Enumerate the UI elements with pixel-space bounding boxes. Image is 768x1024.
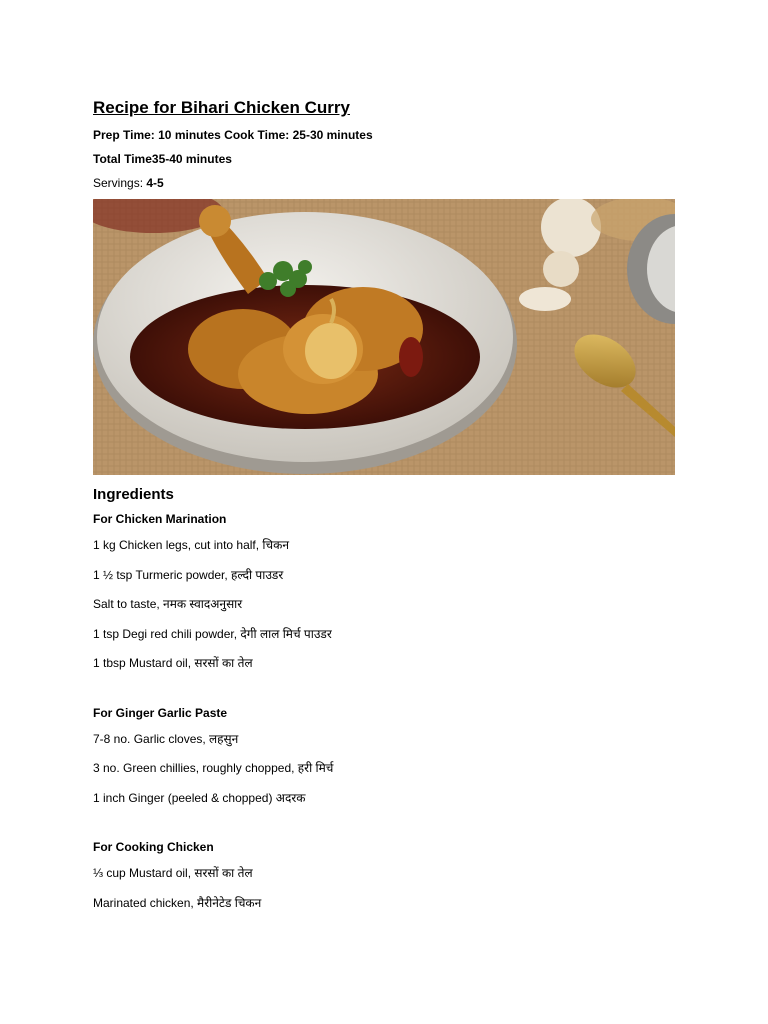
servings bbox=[93, 175, 675, 191]
ingredient-item: 1 tsp Degi red chili powder, देगी लाल मिर्च पाउडर bbox=[93, 626, 332, 641]
total-time: Total Time35-40 minutes bbox=[93, 152, 232, 166]
chicken-curry-photo bbox=[93, 199, 675, 475]
group-heading-ginger-garlic: For Ginger Garlic Paste bbox=[93, 705, 228, 720]
ingredient-item: 7-8 no. Garlic cloves, लहसुन bbox=[93, 731, 239, 746]
ingredient-item: Salt to taste, नमक स्वादअनुसार bbox=[93, 597, 243, 611]
recipe-document bbox=[93, 97, 675, 924]
ingredient-item: 1 ½ tsp Turmeric powder, हल्दी पाउडर bbox=[93, 567, 284, 582]
ingredients-heading: Ingredients bbox=[93, 486, 174, 503]
recipe-title: Recipe for Bihari Chicken Curry bbox=[93, 98, 350, 117]
ingredient-item: 1 tbsp Mustard oil, सरसों का तेल bbox=[93, 656, 253, 670]
prep-cook-time: Prep Time: 10 minutes Cook Time: 25-30 minutes bbox=[93, 128, 373, 142]
ingredient-item: ⅓ cup Mustard oil, सरसों का तेल bbox=[93, 866, 253, 880]
group-heading-cooking: For Cooking Chicken bbox=[93, 840, 214, 854]
ingredient-item: 3 no. Green chillies, roughly chopped, हरी मिर्च bbox=[93, 761, 334, 775]
group-heading-marination: For Chicken Marination bbox=[93, 512, 227, 526]
servings-label: Servings: bbox=[93, 176, 147, 190]
ingredient-item: 1 kg Chicken legs, cut into half, चिकन bbox=[93, 538, 290, 552]
ingredient-item: Marinated chicken, मैरीनेटेड चिकन bbox=[93, 895, 262, 910]
servings-value: 4-5 bbox=[146, 176, 164, 190]
ingredient-item: 1 inch Ginger (peeled & chopped) अदरक bbox=[93, 790, 306, 805]
